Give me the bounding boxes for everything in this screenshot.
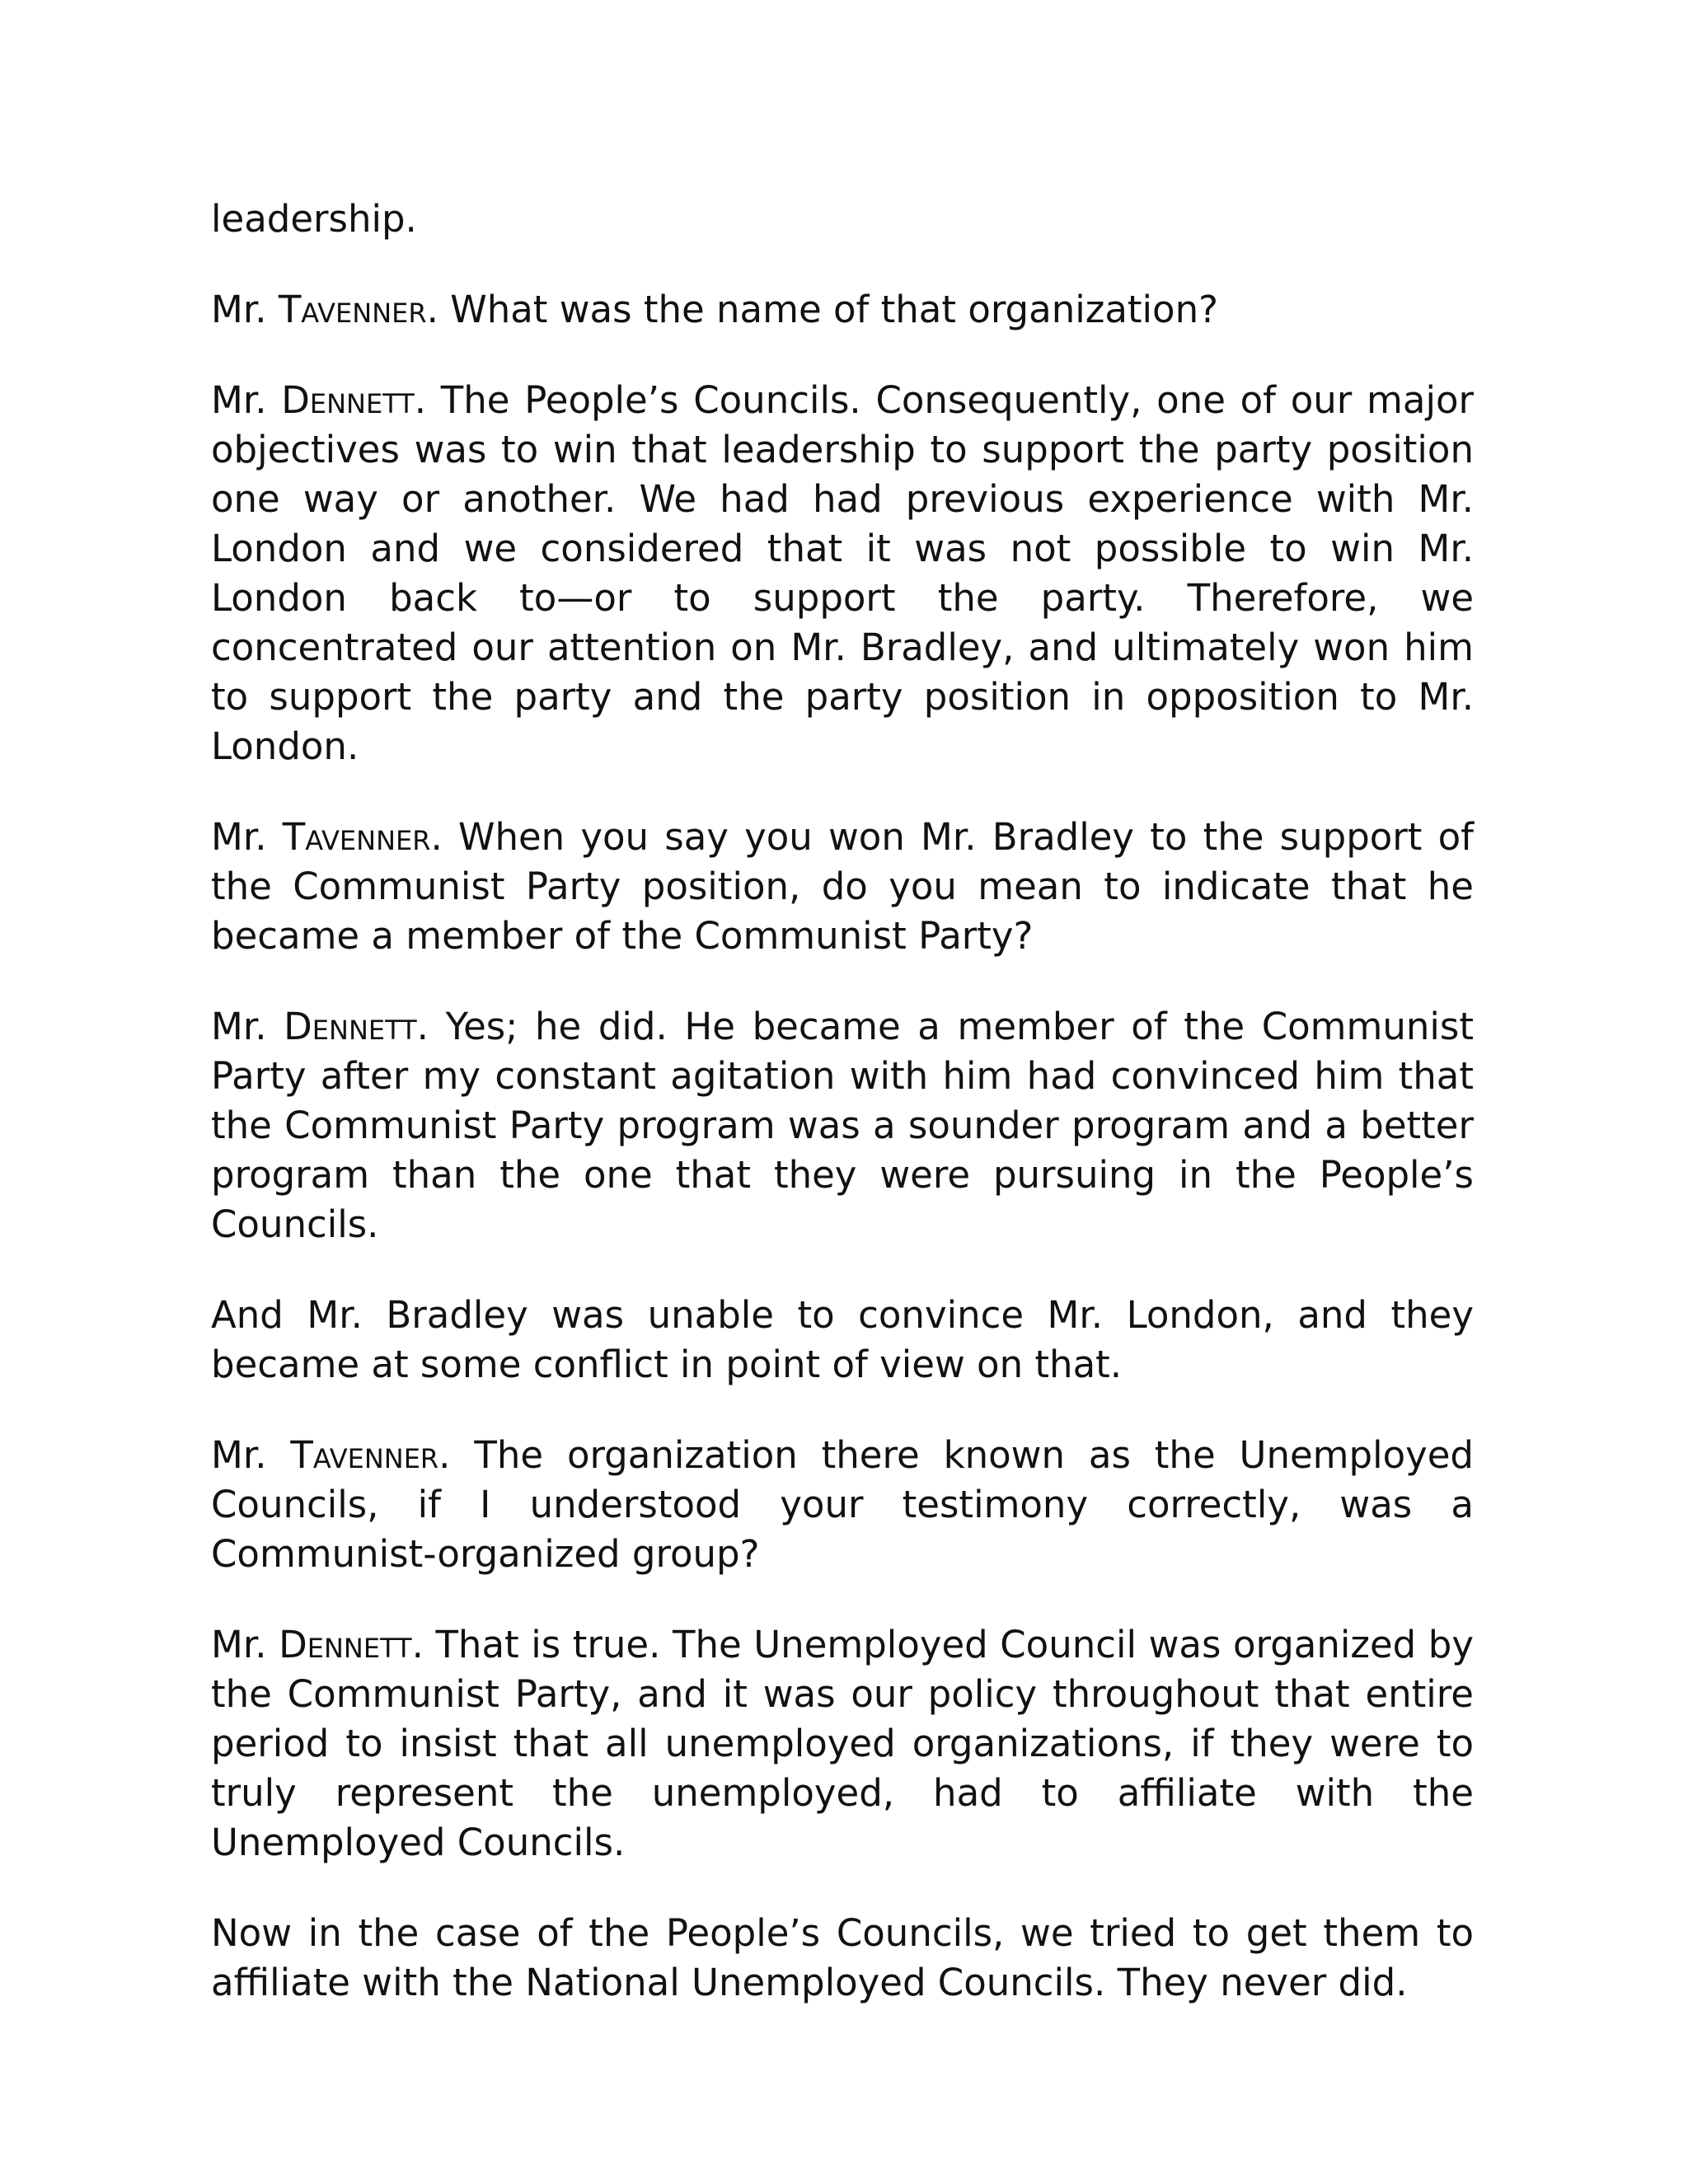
speaker-prefix: Mr. [211,1005,284,1048]
speaker-name: Tavenner [278,288,427,331]
paragraph-text: . When you say you won Mr. Bradley to the support of the Communist Party position, do you mean to indicate that he became a member of the Communist Party? [211,815,1475,958]
testimony-paragraph [211,285,1474,335]
speaker-name: Tavenner [290,1433,439,1477]
testimony-paragraph [211,813,1474,961]
speaker-prefix: Mr. [211,288,279,331]
speaker-name: Dennett [284,1005,417,1048]
transcript-text [211,194,1474,2049]
testimony-paragraph [211,1620,1474,1868]
paragraph-text: . What was the name of that organization? [426,288,1218,331]
speaker-name: Dennett [279,1623,412,1666]
speaker-prefix: Mr. [211,1433,291,1477]
paragraph [211,194,1474,244]
paragraph-text: . That is true. The Unemployed Council was organized by the Communist Party, and it was our policy throughout that entire period to insist that all unemployed organizations, if they were to truly represent the unemployed, had to affiliate with the Unemployed Councils. [211,1623,1475,1864]
paragraph-text: And Mr. Bradley was unable to convince Mr. London, and they became at some conflict in point of view on that. [211,1293,1474,1386]
paragraph [211,1909,1474,2008]
testimony-paragraph [211,1431,1474,1579]
paragraph [211,1291,1474,1390]
speaker-prefix: Mr. [211,815,283,859]
speaker-name: Dennett [281,378,415,422]
speaker-prefix: Mr. [211,378,282,422]
testimony-paragraph [211,1002,1474,1249]
paragraph-text: . The People’s Councils. Consequently, one of our major objectives was to win that leadership to support the party position one way or another. We had had previous experience with Mr. London and we considered that it was not possible to win Mr. London back to—or to support the party. Therefore, we concentrated our attention on Mr. Bradley, and ultimately won him to support the party and the party position in opposition to Mr. London. [211,378,1474,768]
paragraph-text: . Yes; he did. He became a member of the Communist Party after my constant agitation with him had convinced him that the Communist Party program was a sounder program and a better program than the one that they were pursuing in the People’s Councils. [211,1005,1474,1246]
speaker-prefix: Mr. [211,1623,279,1666]
speaker-name: Tavenner [282,815,431,859]
paragraph-text: leadership. [211,197,417,241]
paragraph-text: Now in the case of the People’s Councils, we tried to get them to affiliate with the National Unemployed Councils. They never did. [211,1911,1474,2004]
paragraph-text: . The organization there known as the Unemployed Councils, if I understood your testimony correctly, was a Communist-organized group? [211,1433,1474,1576]
testimony-paragraph [211,376,1474,771]
